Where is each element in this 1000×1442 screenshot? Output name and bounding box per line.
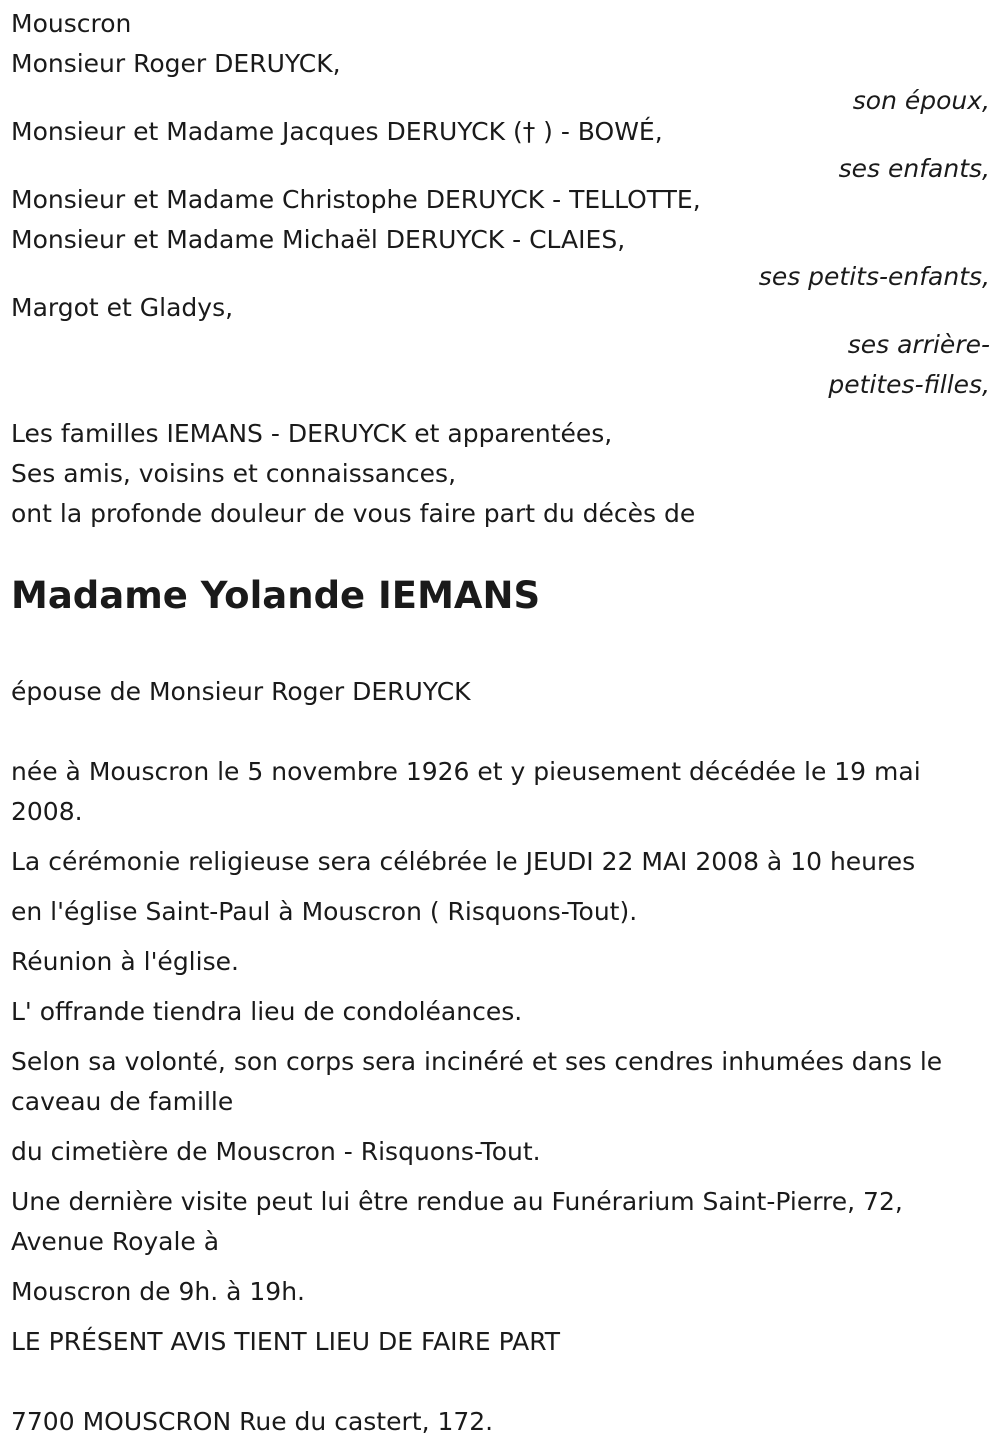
notice-line: LE PRÉSENT AVIS TIENT LIEU DE FAIRE PART — [11, 1327, 561, 1356]
relation-label: ses enfants, — [838, 154, 990, 183]
ceremony-line: La cérémonie religieuse sera célébrée le JEUDI 22 MAI 2008 à 10 heures — [11, 847, 916, 876]
relation-label: son époux, — [852, 86, 990, 115]
family-name-line: Monsieur Roger DERUYCK, — [11, 49, 341, 78]
cemetery-line: du cimetière de Mouscron - Risquons-Tout. — [11, 1137, 541, 1166]
visit-hours-line: Mouscron de 9h. à 19h. — [11, 1277, 306, 1306]
closing-line: ont la profonde douleur de vous faire part du décès de — [11, 499, 696, 528]
meeting-line: Réunion à l'église. — [11, 947, 239, 976]
visit-line: Une dernière visite peut lui être rendue au Funérarium Saint-Pierre, 72, Avenue Royale à — [11, 1187, 903, 1256]
church-line: en l'église Saint-Paul à Mouscron ( Risquons-Tout). — [11, 897, 638, 926]
address-line: 7700 MOUSCRON Rue du castert, 172. — [11, 1407, 494, 1436]
family-name-line: Monsieur et Madame Christophe DERUYCK - TELLOTTE, — [11, 185, 701, 214]
city-heading: Mouscron — [11, 9, 132, 38]
offering-line: L' offrande tiendra lieu de condoléances. — [11, 997, 523, 1026]
deceased-name: Madame Yolande IEMANS — [11, 574, 541, 617]
family-name-line: Monsieur et Madame Jacques DERUYCK († ) - BOWÉ, — [11, 117, 663, 146]
family-name-line: Monsieur et Madame Michaël DERUYCK - CLAIES, — [11, 225, 626, 254]
relation-label: ses petits-enfants, — [758, 262, 990, 291]
family-name-line: Margot et Gladys, — [11, 293, 234, 322]
relation-label: ses arrière-petites-filles, — [828, 330, 990, 399]
birth-death-line: née à Mouscron le 5 novembre 1926 et y pieusement décédée le 19 mai 2008. — [11, 757, 921, 826]
closing-line: Les familles IEMANS - DERUYCK et apparentées, — [11, 419, 613, 448]
spouse-line: épouse de Monsieur Roger DERUYCK — [11, 677, 471, 706]
closing-line: Ses amis, voisins et connaissances, — [11, 459, 457, 488]
cremation-line: Selon sa volonté, son corps sera inciné́ré et ses cendres inhumées dans le caveau de famille — [11, 1047, 943, 1116]
